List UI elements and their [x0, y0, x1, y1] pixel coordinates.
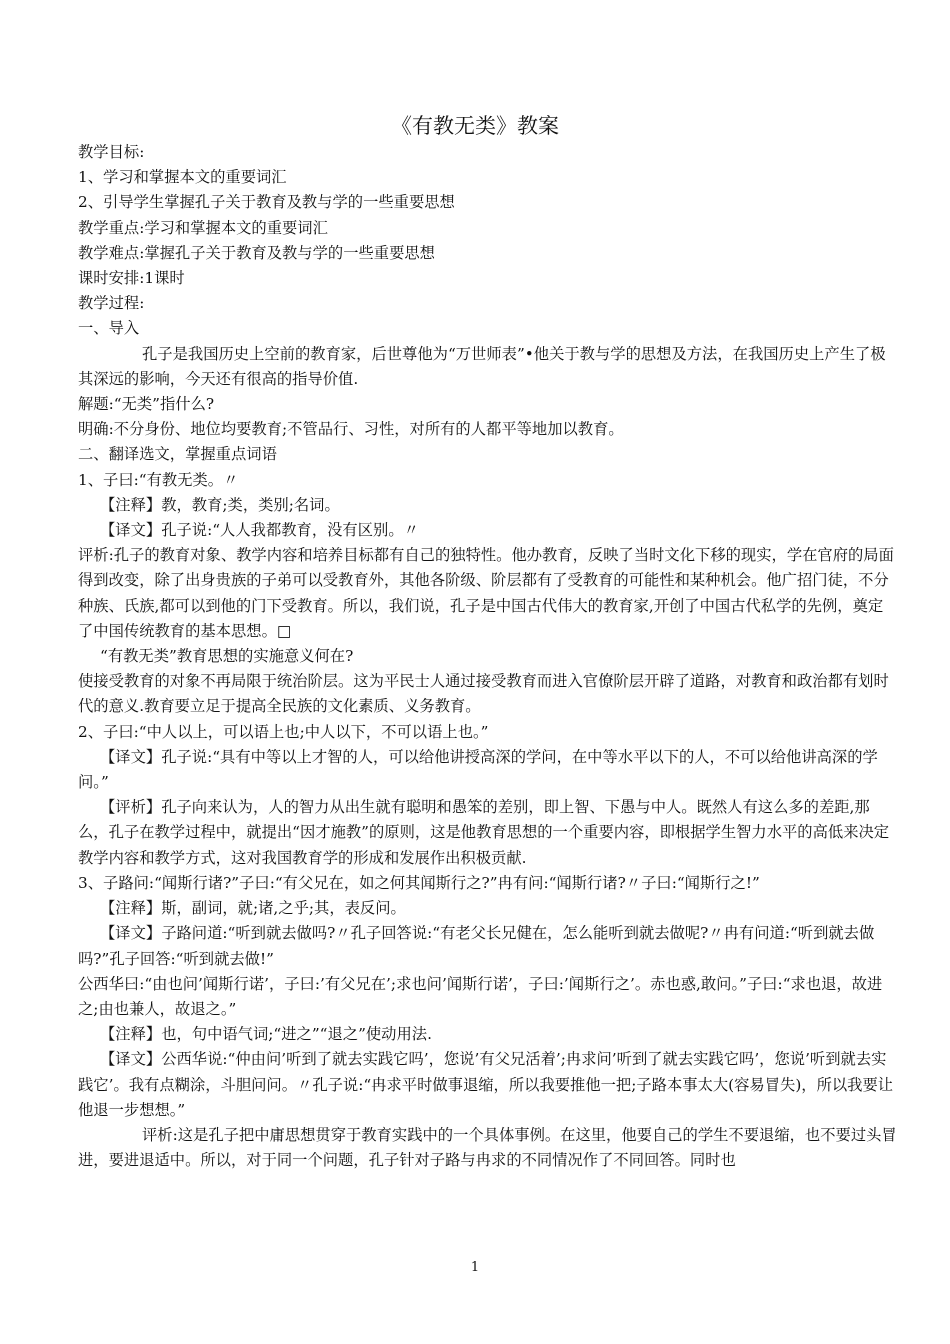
passage-3: 3、子路问:“闻斯行诸?”子曰:“有父兄在，如之何其闻斯行之?”冉有问:“闻斯行诸?〃子曰:“闻斯行之!” — [78, 873, 760, 892]
translation: 【译文】孔子说:“人人我都教育，没有区别。〃 — [100, 521, 419, 540]
document-title: 《有教无类》教案 — [391, 114, 559, 138]
annotation: 【注释】教，教育;类，类别;名词。 — [100, 495, 340, 514]
translation: 【译文】公西华说:“仲由问’听到了就去实践它吗’，您说’有父兄活着’;冉求问’听到了就去实践它吗’，您说’听到就去实践它’。我有点糊涂，斗胆问问。〃孔子说:“冉求平时做事退缩，所以我要推他一把;子路本事太大(容易冒失)，所以我要让他退一步想想。” — [78, 1050, 894, 1119]
translation: 【译文】子路问道:“听到就去做吗?〃孔子回答说:“有老父长兄健在，怎么能听到就去做呢?〃冉有问道:“听到就去做吗?”孔子回答:“听到就去做!” — [78, 924, 875, 968]
objective-item: 1、学习和掌握本文的重要词汇 — [78, 168, 287, 187]
commentary-paragraph: 评析:孔子的教育对象、教学内容和培养目标都有自己的独特性。他办教育，反映了当时文化下移的现实，学在官府的局面得到改变，除了出身贵族的子弟可以受教育外，其他各阶级、阶层都有了受教育的可能性和某种机会。他广招门徒，不分种族、氏族,都可以到他的门下受教育。所以，我们说，孔子是中国古代伟大的教育家,开创了中国古代私学的先例，奠定了中国传统教育的基本思想。□ — [78, 546, 894, 640]
section-label-process: 教学过程: — [78, 294, 145, 313]
passage-2: 2、子曰:“中人以上，可以语上也;中人以下，不可以语上也。” — [78, 722, 489, 741]
heading-translation: 二、翻译选文，掌握重点词语 — [78, 445, 277, 464]
annotation: 【注释】也，句中语气词;“进之”“退之”使动用法. — [100, 1025, 432, 1044]
translation: 【译文】孔子说:“具有中等以上才智的人，可以给他讲授高深的学问，在中等水平以下的人，不可以给他讲高深的学问。” — [78, 747, 878, 792]
annotation: 【注释】斯，副词，就;诸,之乎;其，表反问。 — [100, 899, 406, 918]
question-text: 解题:“无类”指什么? — [78, 395, 215, 414]
question-text: “有教无类”教育思想的实施意义何在? — [100, 647, 354, 666]
page-number: 1 — [470, 1260, 480, 1275]
section-label-objectives: 教学目标: — [78, 143, 145, 161]
class-hours: 课时安排:1课时 — [78, 269, 185, 288]
heading-introduction: 一、导入 — [78, 319, 140, 338]
difficult-point: 教学难点:掌握孔子关于教育及教与学的一些重要思想 — [78, 243, 435, 262]
passage-1: 1、子曰:“有教无类。〃 — [78, 470, 239, 489]
document-body — [78, 140, 898, 1173]
introduction-paragraph: 孔子是我国历史上空前的教育家，后世尊他为“万世师表”•他关于教与学的思想及方法，在我国历史上产生了极其深远的影响，今天还有很高的指导价值. — [78, 344, 886, 388]
commentary-paragraph: 【评析】孔子向来认为，人的智力从出生就有聪明和愚笨的差别，即上智、下愚与中人。既然人有这么多的差距,那么，孔子在教学过程中，就提出“因才施教”的原则，这是他教育思想的一个重要内容，即根据学生智力水平的高低来决定教学内容和教学方式，这对我国教育学的形成和发展作出积极贡献. — [78, 798, 890, 867]
key-point: 教学重点:学习和掌握本文的重要词汇 — [78, 218, 328, 237]
answer-text: 明确:不分身份、地位均要教育;不管品行、习性，对所有的人都平等地加以教育。 — [78, 420, 624, 439]
answer-paragraph: 使接受教育的对象不再局限于统治阶层。这为平民士人通过接受教育而进入官僚阶层开辟了道路，对教育和政治都有划时代的意义.教育要立足于提高全民族的文化素质、义务教育。 — [78, 672, 889, 716]
passage-3-continued: 公西华曰:“由也问’闻斯行诺’，子曰:’有父兄在’;求也问’闻斯行诺’，子曰:’闻斯行之’。赤也惑,敢问。”子曰:“求也退，故进之;由也兼人，故退之。” — [78, 974, 883, 1018]
commentary-paragraph: 评析:这是孔子把中庸思想贯穿于教育实践中的一个具体事例。在这里，他要自己的学生不要退缩，也不要过头冒进，要进退适中。所以，对于同一个问题，孔子针对子路与冉求的不同情况作了不同回答。同时也 — [78, 1125, 897, 1170]
objective-item: 2、引导学生掌握孔子关于教育及教与学的一些重要思想 — [78, 193, 455, 212]
